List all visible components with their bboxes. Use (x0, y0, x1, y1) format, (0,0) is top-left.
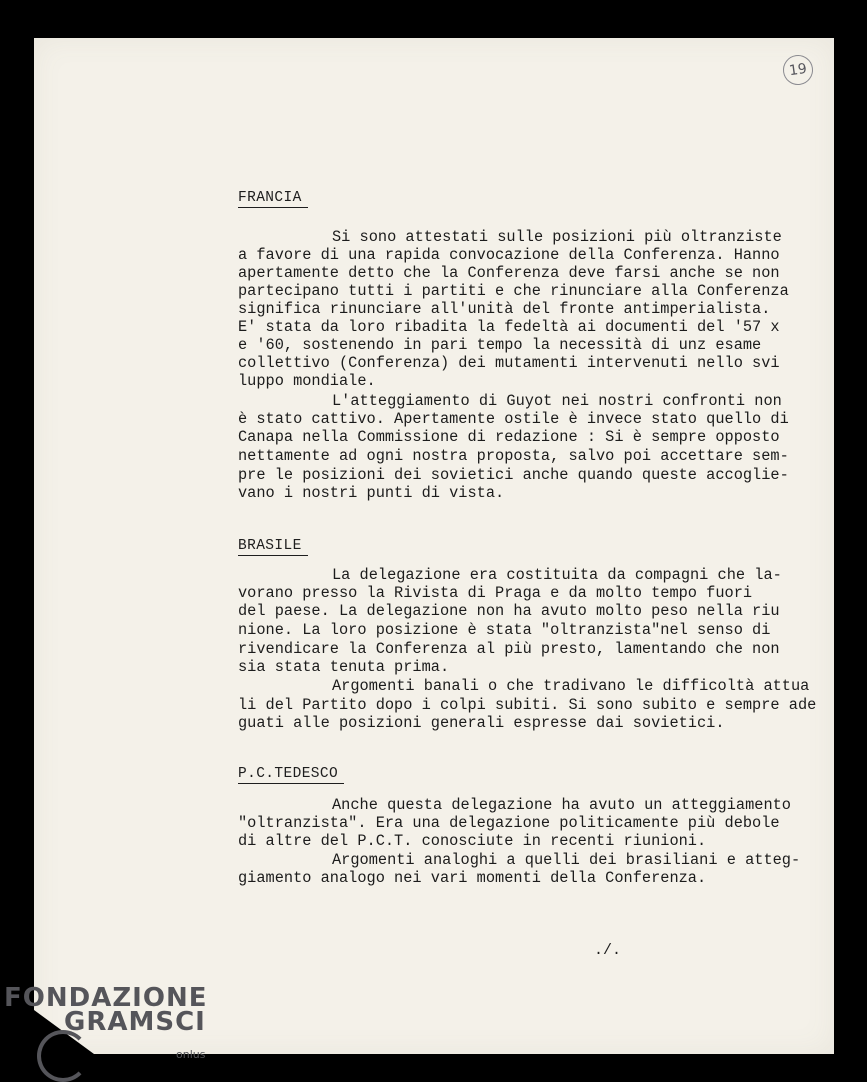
text-line: apertamente detto che la Conferenza deve farsi anche se non (238, 264, 780, 282)
text-line: significa rinunciare all'unità del fronte antimperialista. (238, 300, 771, 318)
section-heading-pc-tedesco: P.C.TEDESCO (238, 766, 344, 784)
text-line: collettivo (Conferenza) dei mutamenti intervenuti nello svi (238, 354, 780, 372)
text-line: luppo mondiale. (238, 372, 376, 390)
text-line: E' stata da loro ribadita la fedeltà ai documenti del '57 x (238, 318, 780, 336)
text-line: pre le posizioni dei sovietici anche quando queste accoglie- (238, 466, 789, 484)
text-line: li del Partito dopo i colpi subiti. Si sono subito e sempre ade (238, 696, 817, 714)
fondazione-logo-icon (37, 1030, 89, 1082)
text-line: nione. La loro posizione è stata "oltranzista"nel senso di (238, 621, 771, 639)
section-heading-brasile: BRASILE (238, 538, 308, 556)
text-line: Argomenti banali o che tradivano le difficoltà attua (332, 677, 810, 695)
text-line: partecipano tutti i partiti e che rinunciare alla Conferenza (238, 282, 789, 300)
text-line: Canapa nella Commissione di redazione : Si è sempre opposto (238, 428, 780, 446)
text-line: nettamente ad ogni nostra proposta, salvo poi accettare sem- (238, 447, 789, 465)
text-line: giamento analogo nei vari momenti della Conferenza. (238, 869, 707, 887)
text-line: L'atteggiamento di Guyot nei nostri confronti non (332, 392, 782, 410)
text-line: "oltranzista". Era una delegazione politicamente più debole (238, 814, 780, 832)
watermark-logo (4, 983, 208, 1037)
text-line: Si sono attestati sulle posizioni più oltranziste (332, 228, 782, 246)
text-line: La delegazione era costituita da compagni che la- (332, 566, 782, 584)
text-line: rivendicare la Conferenza al più presto, lamentando che non (238, 640, 780, 658)
text-line: vano i nostri punti di vista. (238, 484, 505, 502)
section-heading-francia: FRANCIA (238, 190, 308, 208)
text-line: e '60, sostenendo in pari tempo la necessità di unz esame (238, 336, 762, 354)
document-page (34, 38, 834, 1054)
watermark-sub: onlus (176, 1048, 206, 1061)
text-line: sia stata tenuta prima. (238, 658, 450, 676)
text-line: di altre del P.C.T. conosciute in recenti riunioni. (238, 832, 707, 850)
watermark-line1: FONDAZIONE (4, 983, 208, 1013)
text-line: Argomenti analoghi a quelli dei brasiliani e atteg- (332, 851, 801, 869)
text-line: guati alle posizioni generali espresse dai sovietici. (238, 714, 725, 732)
text-line: a favore di una rapida convocazione della Conferenza. Hanno (238, 246, 780, 264)
page-number: 19 (788, 60, 808, 80)
text-line: Anche questa delegazione ha avuto un atteggiamento (332, 796, 791, 814)
text-line: vorano presso la Rivista di Praga e da molto tempo fuori (238, 584, 753, 602)
continuation-mark: ./. (594, 942, 622, 959)
watermark-line2: GRAMSCI (64, 1007, 206, 1037)
text-line: è stato cattivo. Apertamente ostile è invece stato quello di (238, 410, 789, 428)
text-line: del paese. La delegazione non ha avuto molto peso nella riu (238, 602, 780, 620)
